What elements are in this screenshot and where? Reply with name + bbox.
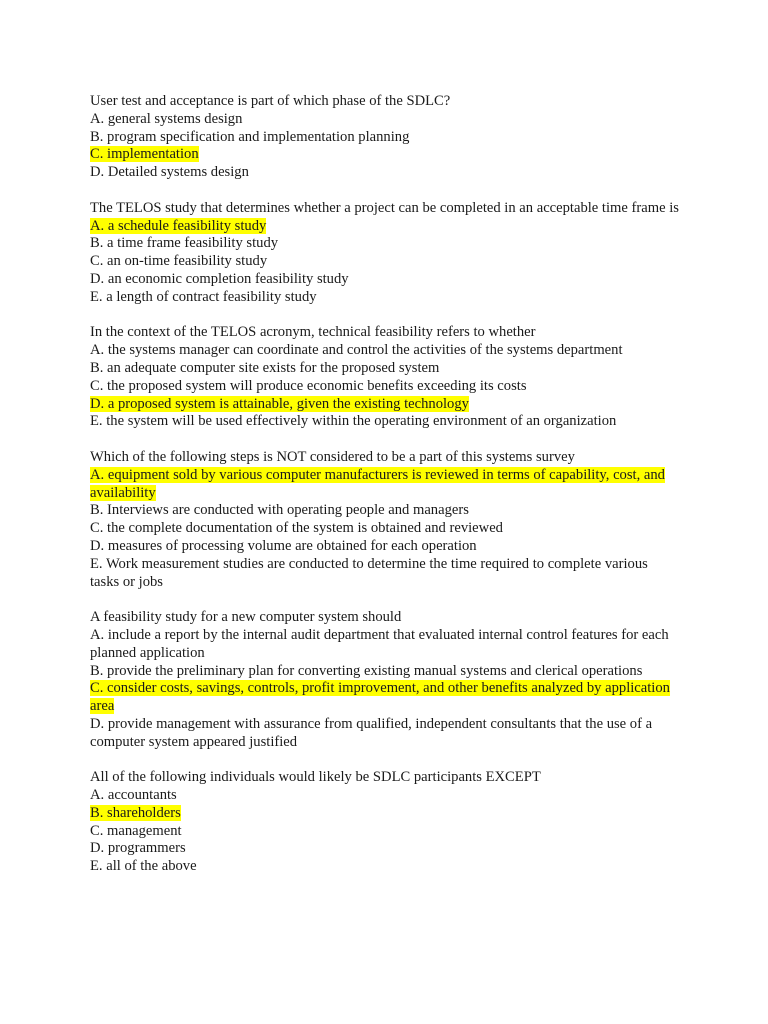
question-text: In the context of the TELOS acronym, technical feasibility refers to whether xyxy=(90,324,536,341)
answer-option xyxy=(90,538,680,556)
answer-option xyxy=(90,164,680,182)
option-text: B. an adequate computer site exists for the proposed system xyxy=(90,359,440,376)
answer-option xyxy=(90,289,680,307)
answer-option xyxy=(90,413,680,431)
question-block xyxy=(90,200,680,307)
answer-option xyxy=(90,129,680,147)
option-text: C. management xyxy=(90,822,182,839)
option-text: A. equipment sold by various computer manufacturers is reviewed in terms of capability, cost, and availability xyxy=(90,466,665,501)
option-text: B. a time frame feasibility study xyxy=(90,235,279,252)
question-text: All of the following individuals would likely be SDLC participants EXCEPT xyxy=(90,769,541,786)
option-text: C. consider costs, savings, controls, profit improvement, and other benefits analyzed by application area xyxy=(90,680,670,715)
option-text: A. the systems manager can coordinate and control the activities of the systems department xyxy=(90,342,623,359)
option-text: E. a length of contract feasibility study xyxy=(90,288,317,305)
option-text: C. implementation xyxy=(90,146,199,163)
option-text: D. an economic completion feasibility study xyxy=(90,270,349,287)
question-block xyxy=(90,449,680,591)
answer-option xyxy=(90,111,680,129)
option-text: C. the proposed system will produce economic benefits exceeding its costs xyxy=(90,377,527,394)
answer-option-highlighted xyxy=(90,146,680,164)
answer-option xyxy=(90,823,680,841)
question-text: A feasibility study for a new computer system should xyxy=(90,609,402,626)
answer-option xyxy=(90,787,680,805)
answer-option xyxy=(90,663,680,681)
answer-option xyxy=(90,520,680,538)
answer-option xyxy=(90,502,680,520)
question-text: The TELOS study that determines whether a project can be completed in an acceptable time frame is xyxy=(90,199,679,216)
option-text: B. program specification and implementation planning xyxy=(90,128,410,145)
option-text: A. general systems design xyxy=(90,110,243,127)
option-text: A. accountants xyxy=(90,787,177,804)
question-block xyxy=(90,93,680,182)
question-text: User test and acceptance is part of which phase of the SDLC? xyxy=(90,93,451,109)
option-text: C. the complete documentation of the system is obtained and reviewed xyxy=(90,520,503,537)
option-text: E. Work measurement studies are conducted to determine the time required to complete various tasks or jobs xyxy=(90,555,648,590)
answer-option-highlighted xyxy=(90,467,680,503)
answer-option xyxy=(90,253,680,271)
answer-option-highlighted xyxy=(90,396,680,414)
answer-option xyxy=(90,360,680,378)
answer-option xyxy=(90,716,680,752)
answer-option-highlighted xyxy=(90,218,680,236)
option-text: E. the system will be used effectively within the operating environment of an organization xyxy=(90,413,617,430)
answer-option xyxy=(90,271,680,289)
answer-option xyxy=(90,858,680,876)
answer-option xyxy=(90,378,680,396)
question-text: Which of the following steps is NOT considered to be a part of this systems survey xyxy=(90,448,575,465)
answer-option-highlighted xyxy=(90,805,680,823)
option-text: D. programmers xyxy=(90,840,186,857)
option-text: E. all of the above xyxy=(90,858,197,875)
document-page xyxy=(90,93,680,894)
question-block xyxy=(90,324,680,431)
option-text: D. Detailed systems design xyxy=(90,164,249,181)
answer-option xyxy=(90,840,680,858)
answer-option-highlighted xyxy=(90,680,680,716)
answer-option xyxy=(90,556,680,592)
option-text: D. measures of processing volume are obtained for each operation xyxy=(90,537,477,554)
answer-option xyxy=(90,342,680,360)
question-block xyxy=(90,609,680,751)
option-text: A. include a report by the internal audit department that evaluated internal control features for each planned application xyxy=(90,626,669,661)
answer-option xyxy=(90,627,680,663)
option-text: A. a schedule feasibility study xyxy=(90,217,267,234)
option-text: D. a proposed system is attainable, given the existing technology xyxy=(90,395,469,412)
option-text: B. shareholders xyxy=(90,804,181,821)
option-text: D. provide management with assurance from qualified, independent consultants that the use of a computer system appeared justified xyxy=(90,715,653,750)
option-text: C. an on-time feasibility study xyxy=(90,253,268,270)
question-block xyxy=(90,769,680,876)
answer-option xyxy=(90,235,680,253)
option-text: B. provide the preliminary plan for converting existing manual systems and clerical operations xyxy=(90,662,643,679)
option-text: B. Interviews are conducted with operating people and managers xyxy=(90,502,469,519)
